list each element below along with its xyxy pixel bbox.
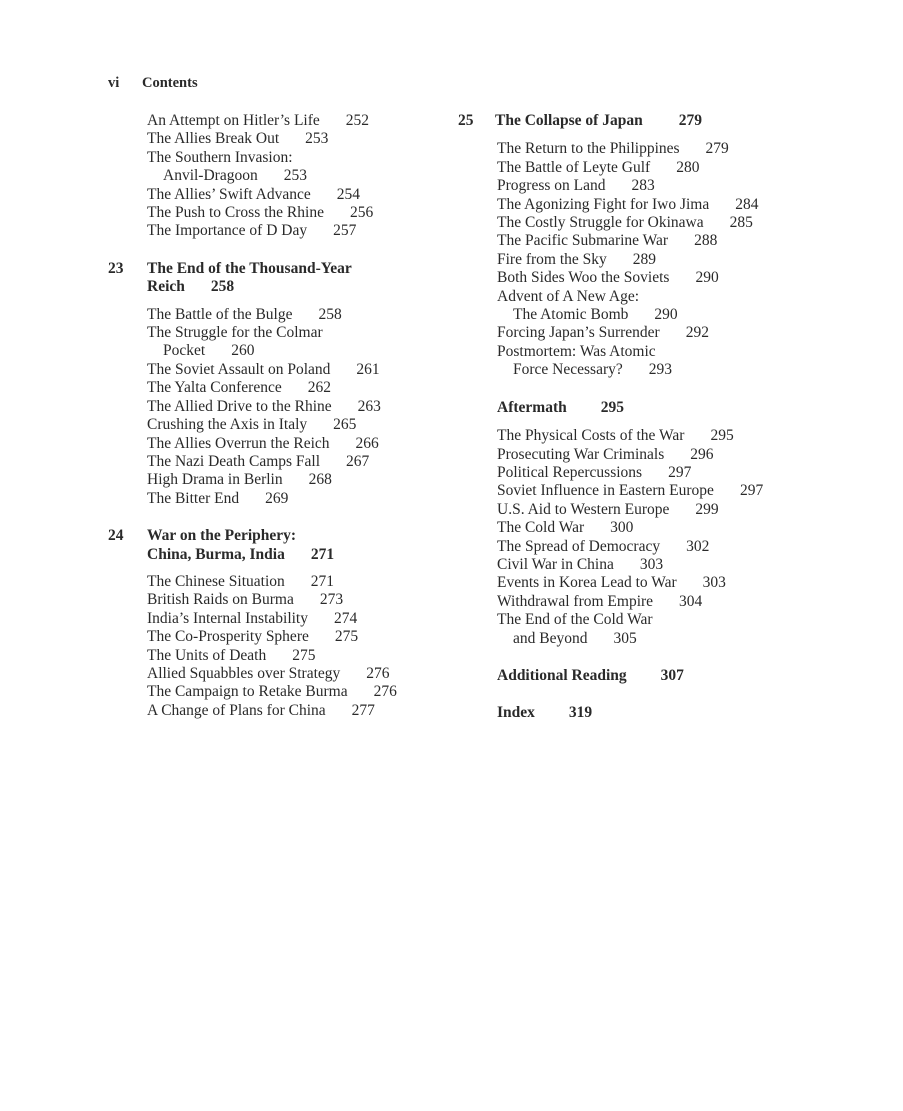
entry-page: 258 [318, 305, 342, 323]
entry-page: 252 [345, 112, 370, 129]
entry-page: 253 [305, 130, 329, 148]
entry-title: Withdrawal from Empire [497, 592, 654, 610]
entry-continuation [147, 342, 448, 360]
chapter-25-entries [458, 140, 858, 379]
entry-title: British Raids on Burma [147, 591, 294, 609]
entry-page: 295 [710, 427, 734, 445]
toc-entry [147, 628, 448, 646]
entry-title: Progress on Land [497, 177, 606, 195]
aftermath-heading [458, 399, 858, 417]
entry-page: 288 [694, 232, 718, 250]
entry-page: 267 [346, 452, 370, 470]
continued-entries [108, 112, 448, 241]
entry-page: 305 [613, 629, 637, 647]
entry-title: The Allies Break Out [147, 130, 280, 148]
toc-entry [497, 611, 858, 648]
entry-page: 260 [231, 342, 255, 360]
toc-entry [497, 464, 858, 482]
entry-title: Events in Korea Lead to War [497, 574, 677, 592]
entry-title: Soviet Influence in Eastern Europe [497, 482, 714, 500]
toc-entry [497, 159, 858, 177]
entry-title: An Attempt on Hitler’s Life [147, 112, 320, 129]
entry-page: 285 [729, 214, 753, 232]
entry-page: 266 [355, 434, 379, 452]
entry-page: 289 [632, 250, 657, 268]
toc-entry [147, 416, 448, 434]
left-column [108, 112, 448, 720]
toc-entry [497, 214, 858, 232]
running-header [108, 75, 198, 92]
entry-title: High Drama in Berlin [147, 471, 283, 489]
entry-title: The Yalta Conference [147, 379, 282, 397]
entry-title: Political Repercussions [497, 463, 643, 481]
toc-entry [147, 471, 448, 489]
section-page: 295 [600, 398, 624, 416]
entry-continuation [497, 306, 858, 324]
entry-page: 296 [690, 445, 714, 463]
entry-title: The Bitter End [147, 489, 240, 507]
entry-title: The Return to the Philippines [497, 140, 680, 158]
entry-page: 268 [308, 471, 332, 489]
toc-entry [147, 306, 448, 324]
toc-entry [147, 398, 448, 416]
entry-title: The Campaign to Retake Burma [147, 683, 348, 701]
entry-page: 303 [702, 574, 726, 592]
chapter-title-line-1: War on the Periphery: [147, 527, 297, 545]
page-folio: vi [108, 75, 120, 91]
toc-entry [497, 324, 858, 342]
entry-title-line-2: Force Necessary? [513, 361, 623, 379]
entry-page: 262 [307, 379, 331, 397]
entry-title: The Allies’ Swift Advance [147, 185, 311, 203]
chapter-number: 25 [458, 112, 474, 129]
toc-entry [497, 196, 858, 214]
toc-entry [497, 538, 858, 556]
additional-reading-heading [458, 667, 858, 685]
toc-entry [147, 573, 448, 591]
toc-entry [147, 130, 448, 148]
entry-title: Prosecuting War Criminals [497, 445, 665, 463]
entry-title: Fire from the Sky [497, 250, 607, 268]
chapter-23-entries [108, 306, 448, 508]
toc-entry [497, 519, 858, 537]
entry-page: 274 [334, 609, 358, 627]
toc-entry [147, 379, 448, 397]
entry-page: 304 [679, 592, 703, 610]
entry-title: The Nazi Death Camps Fall [147, 452, 321, 470]
chapter-title-line-2: China, Burma, India [147, 545, 285, 563]
entry-title: The Co-Prosperity Sphere [147, 628, 309, 646]
toc-entry [147, 702, 448, 720]
entry-title: The Allies Overrun the Reich [147, 434, 330, 452]
entry-title: U.S. Aid to Western Europe [497, 500, 670, 518]
toc-entry [497, 482, 858, 500]
toc-entry [497, 232, 858, 250]
toc-entry [147, 665, 448, 683]
entry-title: The Cold War [497, 519, 585, 537]
entry-title: The Push to Cross the Rhine [147, 204, 324, 222]
index-heading [458, 704, 858, 722]
entry-title-line-2: Pocket [163, 342, 206, 360]
entry-continuation [497, 630, 858, 648]
entry-title: The Soviet Assault on Poland [147, 360, 331, 378]
entry-page: 271 [310, 572, 335, 590]
toc-entry [147, 324, 448, 361]
chapter-23-heading [108, 260, 448, 297]
entry-title: The Units of Death [147, 646, 267, 664]
entry-page: 263 [357, 397, 381, 415]
entry-page: 279 [705, 140, 729, 158]
entry-title: The Allied Drive to the Rhine [147, 397, 332, 415]
entry-title: The End of the Cold War [497, 611, 653, 629]
entry-title: The Chinese Situation [147, 572, 285, 590]
section-page: 307 [660, 666, 684, 684]
entry-title: The Importance of D Day [147, 222, 308, 240]
right-column [458, 112, 858, 723]
entry-title: A Change of Plans for China [147, 701, 326, 719]
toc-entry [497, 427, 858, 445]
entry-page: 299 [695, 500, 719, 518]
chapter-number: 23 [108, 259, 124, 277]
entry-title: Both Sides Woo the Soviets [497, 269, 670, 287]
entry-page: 277 [351, 701, 375, 719]
entry-title: Forcing Japan’s Surrender [497, 324, 660, 342]
chapter-24-entries [108, 573, 448, 720]
section-title: Index [497, 704, 535, 722]
entry-title: The Struggle for the Colmar [147, 324, 323, 342]
entry-page: 256 [349, 204, 374, 222]
entry-page: 275 [292, 646, 316, 664]
entry-title: The Battle of the Bulge [147, 305, 293, 323]
entry-page: 303 [639, 555, 664, 573]
entry-title: The Physical Costs of the War [497, 427, 685, 445]
toc-entry [497, 177, 858, 195]
aftermath-entries [458, 427, 858, 648]
toc-entry [147, 453, 448, 471]
entry-continuation [497, 361, 858, 379]
chapter-title-line-2: Reich [147, 278, 185, 296]
toc-entry [147, 683, 448, 701]
entry-title: The Agonizing Fight for Iwo Jima [497, 195, 710, 213]
toc-entry [497, 593, 858, 611]
entry-title-line-2: The Atomic Bomb [513, 306, 629, 324]
toc-entry [147, 361, 448, 379]
toc-entry [147, 435, 448, 453]
entry-title-line-2: Anvil-Dragoon [163, 167, 258, 185]
toc-entry [497, 269, 858, 287]
entry-title: The Spread of Democracy [497, 537, 661, 555]
entry-title: Crushing the Axis in Italy [147, 416, 308, 434]
entry-page: 283 [631, 177, 655, 195]
toc-entry [147, 222, 448, 240]
entry-title: Civil War in China [497, 555, 614, 573]
toc-entry [497, 556, 858, 574]
chapter-page: 279 [678, 112, 702, 129]
chapter-number: 24 [108, 527, 124, 545]
entry-page: 275 [334, 628, 359, 646]
entry-title: The Pacific Submarine War [497, 232, 669, 250]
section-title: Aftermath [497, 398, 567, 416]
entry-title-line-2: and Beyond [513, 629, 588, 647]
entry-page: 290 [654, 306, 678, 324]
entry-page: 280 [676, 158, 700, 176]
entry-page: 276 [366, 664, 390, 682]
entry-continuation [147, 167, 448, 185]
toc-entry [147, 591, 448, 609]
chapter-page: 258 [210, 278, 235, 296]
entry-title: Advent of A New Age: [497, 287, 640, 305]
toc-entry [497, 343, 858, 380]
entry-title: India’s Internal Instability [147, 609, 308, 627]
toc-entry [497, 574, 858, 592]
entry-title: The Southern Invasion: [147, 148, 293, 166]
toc-entry [147, 112, 448, 130]
toc-entry [147, 610, 448, 628]
entry-page: 253 [283, 167, 307, 185]
entry-title: Allied Squabbles over Strategy [147, 664, 341, 682]
toc-entry [147, 204, 448, 222]
entry-page: 300 [610, 519, 634, 537]
chapter-title: The Collapse of Japan [495, 112, 643, 129]
chapter-title-line-1: The End of the Thousand-Year [147, 259, 352, 277]
toc-entry [497, 501, 858, 519]
entry-page: 276 [373, 683, 397, 701]
running-title: Contents [142, 75, 198, 91]
entry-page: 254 [336, 185, 360, 203]
entry-title: The Costly Struggle for Okinawa [497, 214, 704, 232]
toc-entry [147, 647, 448, 665]
entry-page: 261 [356, 360, 380, 378]
entry-page: 257 [333, 222, 357, 240]
toc-entry [497, 140, 858, 158]
toc-entry [147, 149, 448, 186]
toc-entry [497, 251, 858, 269]
entry-page: 297 [668, 463, 692, 481]
entry-title: The Battle of Leyte Gulf [497, 158, 651, 176]
entry-page: 302 [686, 537, 710, 555]
entry-page: 269 [265, 489, 289, 507]
chapter-25-heading [458, 112, 858, 130]
chapter-page: 271 [310, 545, 335, 563]
toc-entry [497, 288, 858, 325]
toc-entry [147, 490, 448, 508]
entry-page: 273 [319, 591, 344, 609]
section-title: Additional Reading [497, 666, 627, 684]
section-page: 319 [568, 704, 593, 722]
entry-page: 293 [648, 361, 672, 379]
entry-title: Postmortem: Was Atomic [497, 342, 656, 360]
entry-page: 290 [695, 269, 719, 287]
chapter-24-heading [108, 527, 448, 564]
entry-page: 292 [685, 324, 709, 342]
toc-entry [147, 186, 448, 204]
entry-page: 265 [333, 416, 357, 434]
toc-entry [497, 446, 858, 464]
entry-page: 284 [735, 195, 759, 213]
entry-page: 297 [739, 482, 764, 500]
